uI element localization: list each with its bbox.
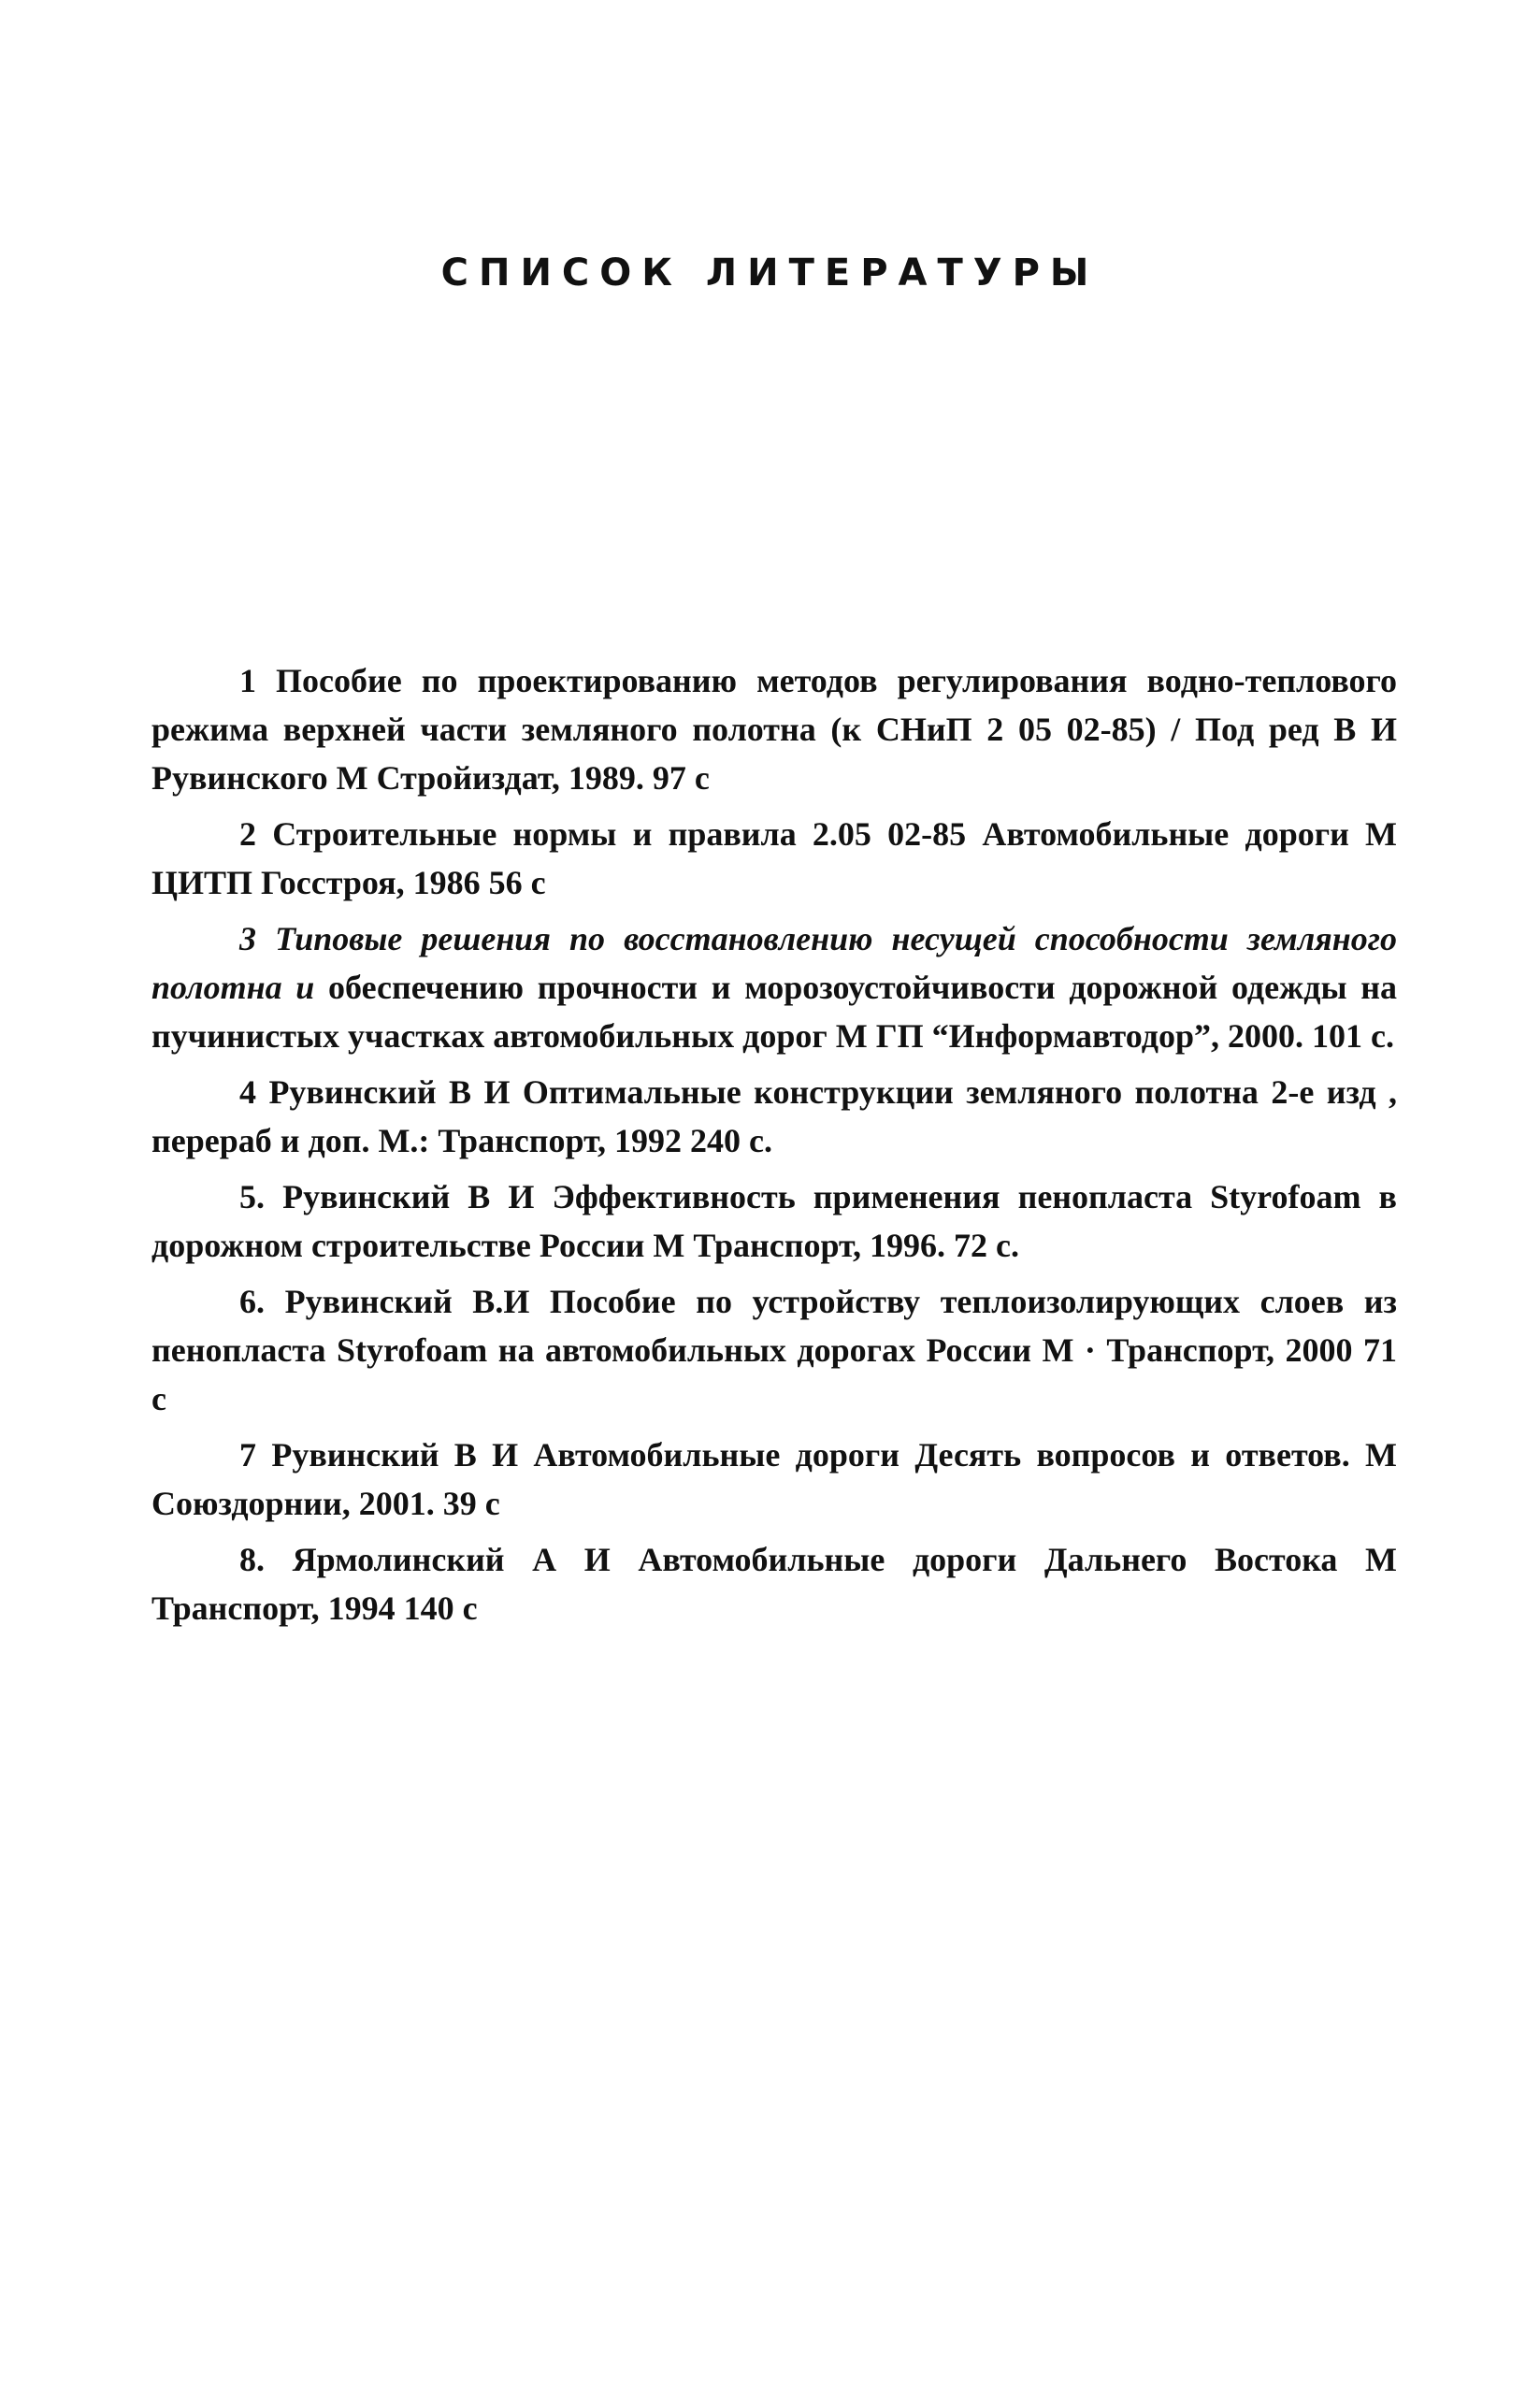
reference-item-3 — [151, 914, 1397, 1060]
reference-text: 1 Пособие по проектированию методов регулирования водно-теплового режима верхней части земляного полотна (к СНиП 2 05 02-85) / Под ред В И Рувинского М Стройиздат, 1989. 97 с — [151, 662, 1397, 797]
reference-item-6 — [151, 1277, 1397, 1423]
reference-text: 4 Рувинский В И Оптимальные конструкции земляного полотна 2-е изд , перераб и доп. М.: Транспорт, 1992 240 с. — [151, 1073, 1397, 1159]
reference-list — [151, 656, 1397, 1640]
reference-text: обеспечению прочности и морозоустойчивости дорожной одежды на пучинистых участках автомобильных дорог М ГП “Информавтодор”, 2000. 101 с. — [151, 969, 1397, 1055]
reference-text: 8. Ярмолинский А И Автомобильные дороги Дальнего Востока М Транспорт, 1994 140 с — [151, 1541, 1397, 1627]
reference-item-1 — [151, 656, 1397, 802]
page-title: СПИСОК ЛИТЕРАТУРЫ — [440, 252, 1100, 295]
reference-text: 5. Рувинский В И Эффективность применения пенопласта Styrofoam в дорожном строительстве России М Транспорт, 1996. 72 с. — [151, 1178, 1397, 1264]
reference-item-7 — [151, 1431, 1397, 1528]
reference-title-italic: 3 Типовые решения по восстановлению несущей способности земляного полотна и — [151, 920, 1397, 1006]
reference-item-2 — [151, 810, 1397, 907]
reference-item-8 — [151, 1535, 1397, 1632]
reference-text: 2 Строительные нормы и правила 2.05 02-85 Автомобильные дороги М ЦИТП Госстроя, 1986 56 с — [151, 815, 1397, 901]
reference-text: 6. Рувинский В.И Пособие по устройству теплоизолирующих слоев из пенопласта Styrofoam на автомобильных дорогах России М · Транспорт, 2000 71 с — [151, 1283, 1397, 1417]
reference-item-5 — [151, 1172, 1397, 1270]
reference-text: 7 Рувинский В И Автомобильные дороги Десять вопросов и ответов. М Союздорнии, 2001. 39 с — [151, 1436, 1397, 1522]
reference-item-4 — [151, 1068, 1397, 1165]
